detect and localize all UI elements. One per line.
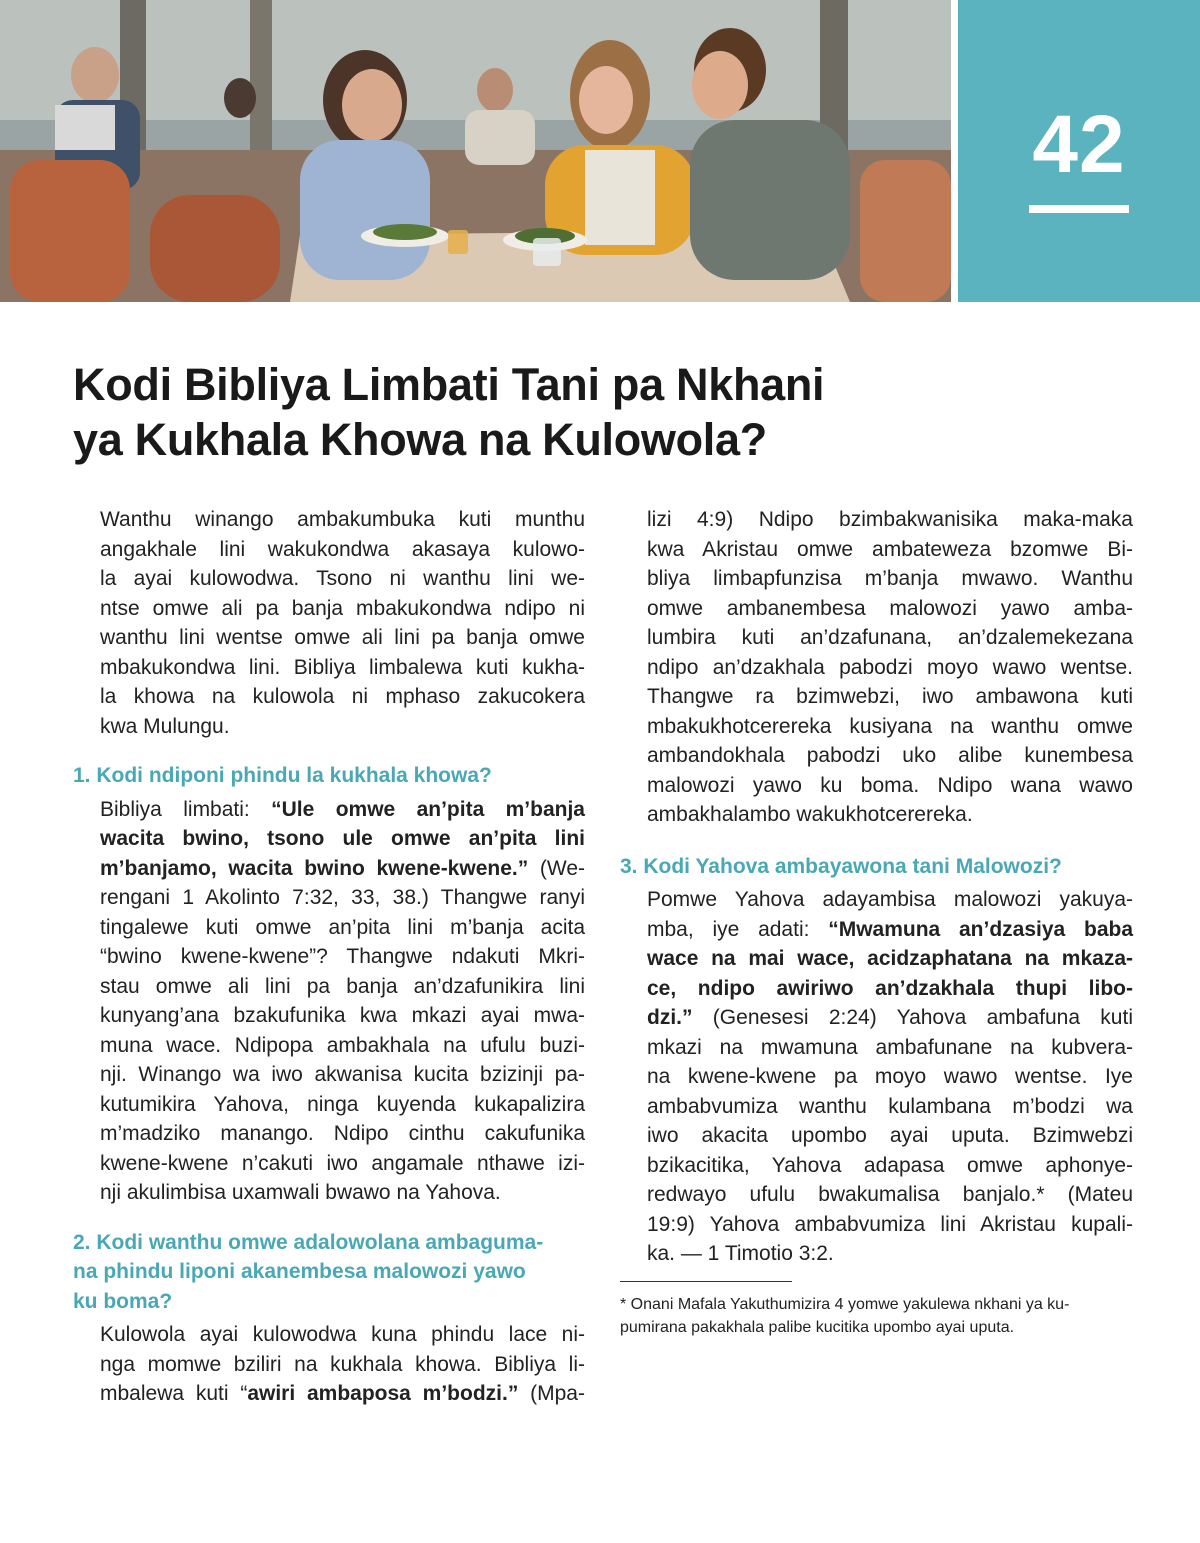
text-line: mbakukhotcerereka kusiyana na wanthu omwe	[647, 714, 1133, 738]
intro-paragraph	[73, 505, 585, 741]
text-line: dzi.” (Genesesi 2:24) Yahova ambafuna kuti	[647, 1006, 1133, 1029]
page-title-line: Kodi Bibliya Limbati Tani pa Nkhani	[73, 359, 825, 410]
text-line: nji. Winango wa iwo akwanisa kucita bzizinji pa-	[100, 1063, 585, 1086]
text-line: iwo akacita upombo ayai uputa. Bzimwebzi	[647, 1124, 1133, 1147]
text-line: ambandokhala pabodzi uko alibe kunembesa	[647, 744, 1133, 767]
question-1-heading	[73, 761, 585, 791]
footnote-line: pumirana pakakhala palibe kucitika upombo ayai uputa.	[620, 1319, 1015, 1336]
text-line: wacita bwino, tsono ule omwe an’pita lini	[100, 827, 585, 850]
text-line: “bwino kwene-kwene”? Thangwe ndakuti Mkri-	[100, 945, 585, 968]
answer-2-paragraph	[73, 1320, 585, 1409]
text-line: la khowa na kulowola ni mphaso zakucokera	[100, 685, 585, 708]
cafe-scene-illustration	[0, 0, 951, 302]
text-line: redwayo ufulu bwakumalisa banjalo.* (Mateu	[647, 1183, 1133, 1206]
text-line: muna wace. Ndipopa ambakhala na ufulu buzi-	[100, 1033, 585, 1057]
lesson-number-box	[958, 0, 1200, 302]
text-line: ambakhalambo wakukhotcerereka.	[647, 803, 973, 826]
text-line: na kwene-kwene pa moyo wawo wentse. Iye	[647, 1065, 1133, 1088]
text-line: malowozi yawo ku boma. Ndipo wana wawo	[647, 773, 1133, 797]
text-line: ka. — 1 Timotio 3:2.	[647, 1242, 834, 1265]
question-line: na phindu liponi akanembesa malowozi yawo	[73, 1260, 526, 1283]
text-line: Pomwe Yahova adayambisa malowozi yakuya-	[647, 888, 1133, 911]
footnote-line: * Onani Mafala Yakuthumizira 4 yomwe yakulewa nkhani ya ku-	[620, 1296, 1070, 1313]
right-column	[620, 505, 1133, 1269]
question-line: 2. Kodi wanthu omwe adalowolana ambaguma-	[73, 1230, 544, 1254]
text-line: ce, ndipo awiriwo an’dzakhala thupi libo-	[647, 976, 1133, 1000]
cover-photo	[0, 0, 951, 302]
text-line: ntse omwe ali pa banja mbakukondwa ndipo ni	[100, 596, 585, 620]
question-2-heading	[73, 1228, 585, 1317]
text-line: mbalewa kuti “awiri ambaposa m’bodzi.” (Mpa-	[100, 1382, 585, 1405]
text-line: kunyang’ana bzakufunika kwa mkazi ayai mwa-	[100, 1004, 585, 1027]
page-title	[73, 357, 824, 467]
text-line: mkazi na mwamuna ambafunane na kubvera-	[647, 1035, 1133, 1059]
footnote	[620, 1293, 1140, 1339]
answer-2-continued	[620, 505, 1133, 830]
text-line: bliya limbapfunzisa m’banja mwawo. Wanthu	[647, 567, 1133, 590]
text-line: m’banjamo, wacita bwino kwene-kwene.” (We-	[100, 856, 585, 880]
lesson-number: 42	[1032, 99, 1126, 190]
question-line: 1. Kodi ndiponi phindu la kukhala khowa?	[73, 764, 492, 787]
text-line: tingalewe kuti omwe an’pita lini m’banja acita	[100, 915, 585, 939]
text-line: ambabvumiza wanthu kulambana m’bodzi wa	[647, 1094, 1133, 1118]
text-line: m’madziko manango. Ndipo cinthu cakufunika	[100, 1122, 585, 1145]
left-column	[73, 505, 585, 1409]
lesson-number-underline	[1029, 205, 1129, 213]
text-line: Thangwe ra bzimwebzi, iwo ambawona kuti	[647, 685, 1133, 708]
text-line: kwa Mulungu.	[100, 714, 230, 738]
question-3-heading	[620, 852, 1133, 882]
text-line: mbakukondwa lini. Bibliya limbalewa kuti kukha-	[100, 655, 585, 679]
text-line: lumbira kuti an’dzafunana, an’dzalemekezana	[647, 626, 1133, 649]
text-line: rengani 1 Akolinto 7:32, 33, 38.) Thangwe ranyi	[100, 886, 585, 909]
text-line: Wanthu winango ambakumbuka kuti munthu	[100, 508, 585, 531]
text-line: nga momwe bziliri na kukhala khowa. Bibliya li-	[100, 1352, 585, 1376]
text-line: kwene-kwene n’cakuti iwo angamale nthawe izi-	[100, 1151, 585, 1175]
answer-3-paragraph	[620, 885, 1133, 1269]
text-line: omwe ambanembesa malowozi yawo amba-	[647, 596, 1133, 620]
text-line: wace na mai wace, acidzaphatana na mkaza-	[647, 947, 1133, 970]
text-line: kutumikira Yahova, ninga kuyenda kukapalizira	[100, 1092, 585, 1116]
text-line: stau omwe ali lini pa banja an’dzafunikira lini	[100, 974, 585, 998]
question-line: ku boma?	[73, 1289, 173, 1313]
footnote-divider	[620, 1281, 792, 1282]
text-line: mba, iye adati: “Mwamuna an’dzasiya baba	[647, 917, 1134, 941]
text-line: kwa Akristau omwe ambateweza bzomwe Bi-	[647, 537, 1133, 561]
page-title-line: ya Kukhala Khowa na Kulowola?	[73, 414, 767, 465]
text-line: angakhale lini wakukondwa akasaya kulowo-	[100, 537, 585, 561]
question-line: 3. Kodi Yahova ambayawona tani Malowozi?	[620, 854, 1062, 878]
text-line: nji akulimbisa uxamwali bwawo na Yahova.	[100, 1181, 501, 1204]
text-line: wanthu lini wentse omwe ali lini pa banja omwe	[100, 626, 585, 649]
text-line: ndipo an’dzakhala pabodzi moyo wawo wentse.	[647, 655, 1133, 679]
text-line: 19:9) Yahova ambabvumiza lini Akristau kupali-	[647, 1212, 1133, 1236]
text-line: lizi 4:9) Ndipo bzimbakwanisika maka-maka	[647, 508, 1133, 531]
text-line: la ayai kulowodwa. Tsono ni wanthu lini we-	[100, 567, 585, 590]
answer-1-paragraph	[73, 795, 585, 1208]
text-line: bzikacitika, Yahova adapasa omwe aphonye-	[647, 1153, 1133, 1177]
text-line: Kulowola ayai kulowodwa kuna phindu lace ni-	[100, 1323, 585, 1346]
text-line: Bibliya limbati: “Ule omwe an’pita m’banja	[100, 797, 585, 821]
